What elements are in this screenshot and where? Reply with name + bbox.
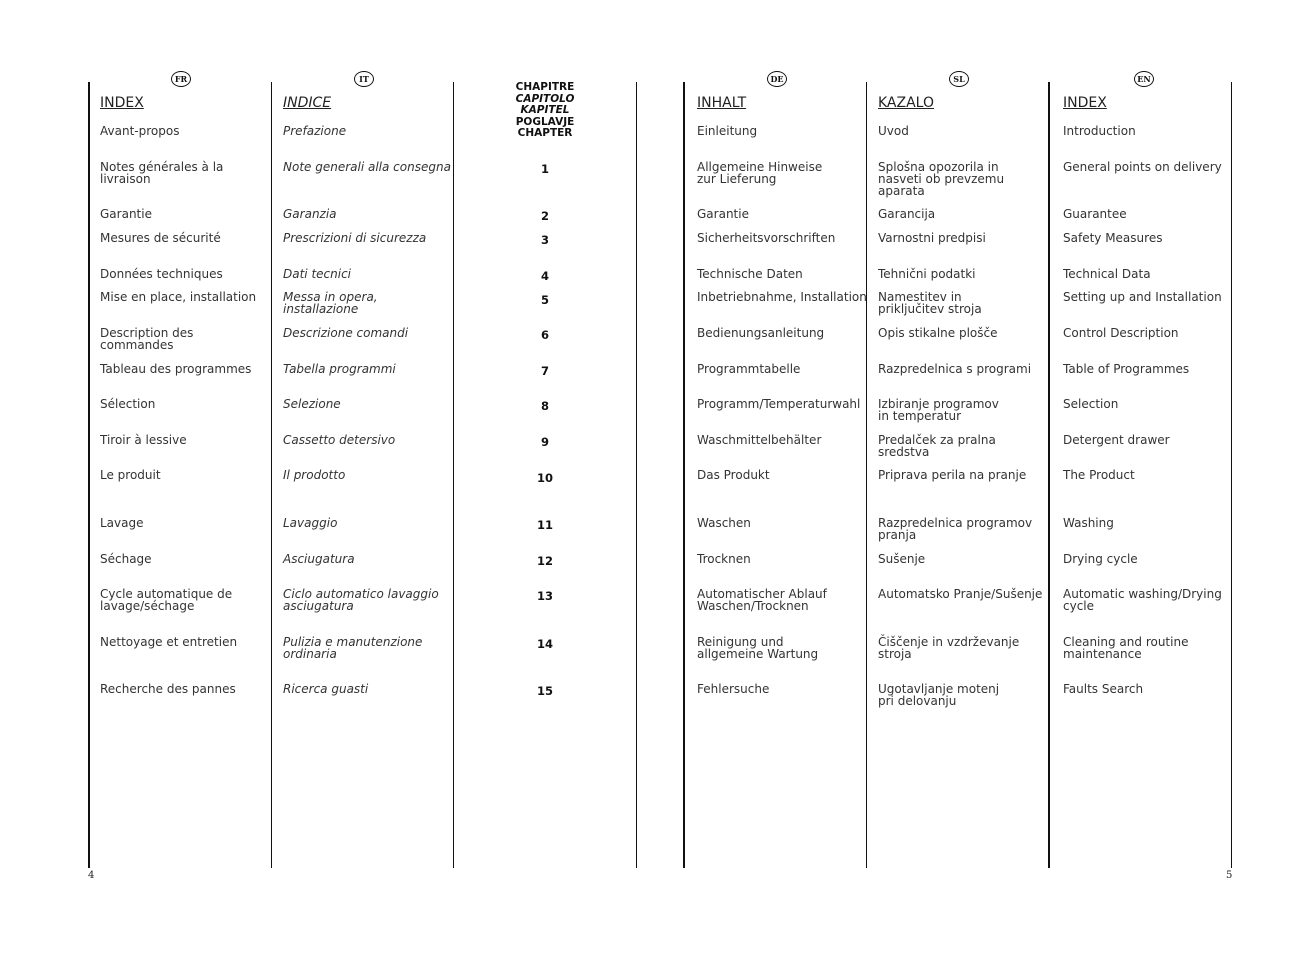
column-rule [1048,82,1050,868]
chapter-number: 12 [536,554,553,568]
chapter-label-fr: CHAPITRE [515,81,575,93]
index-entry: Garantie [697,207,749,221]
index-entry: Tableau des programmes [100,362,252,376]
index-entry: Lavage [100,516,144,530]
index-entry: Asciugatura [283,552,355,566]
index-entry: Control Description [1063,326,1179,340]
language-badge-sl: SL [949,71,969,87]
chapter-number: 10 [536,471,553,485]
index-entry: Fehlersuche [697,682,770,696]
index-entry: Splošna opozorila in nasveti ob prevzemu aparata [878,160,1005,198]
column-heading: INDEX [1063,95,1107,111]
index-entry: Garancija [878,207,936,221]
index-entry: Opis stikalne plošče [878,326,998,340]
index-entry: Cycle automatique de lavage/séchage [100,587,233,613]
index-entry: Izbiranje programov in temperatur [878,397,999,423]
index-entry: Bedienungsanleitung [697,326,825,340]
index-entry: Tiroir à lessive [100,433,187,447]
index-entry: Avant-propos [100,124,180,138]
index-entry: Introduction [1063,124,1136,138]
chapter-number: 3 [540,233,549,247]
language-badge-fr: FR [171,71,191,87]
index-entry: Description des commandes [100,326,194,352]
index-entry: Technische Daten [697,267,803,281]
chapter-number: 7 [540,364,549,378]
index-entry: Inbetriebnahme, Installation [697,290,867,304]
index-entry: Trocknen [697,552,751,566]
column-rule [88,82,90,868]
index-entry: Notes générales à la livraison [100,160,224,186]
index-entry: Descrizione comandi [283,326,409,340]
chapter-number: 2 [540,209,549,223]
language-badge-it: IT [354,71,374,87]
index-entry: Selezione [283,397,341,411]
index-entry: Mise en place, installation [100,290,257,304]
index-entry: Prescrizioni di sicurezza [283,231,427,245]
chapter-header [505,82,585,140]
index-entry: Drying cycle [1063,552,1138,566]
index-entry: Waschen [697,516,751,530]
index-entry: Séchage [100,552,152,566]
index-entry: Programmtabelle [697,362,801,376]
index-entry: Razpredelnica s programi [878,362,1032,376]
column-heading: INDICE [283,95,332,111]
index-entry: Detergent drawer [1063,433,1170,447]
column-rule [271,82,272,868]
chapter-number: 1 [540,162,549,176]
index-entry: Predalček za pralna sredstva [878,433,996,459]
chapter-number: 8 [540,399,549,413]
index-entry: Cassetto detersivo [283,433,396,447]
index-entry: Ugotavljanje motenj pri delovanju [878,682,1000,708]
index-entry: Lavaggio [283,516,338,530]
index-entry: Mesures de sécurité [100,231,221,245]
column-rule [453,82,454,868]
index-entry: Razpredelnica programov pranja [878,516,1033,542]
index-entry: Note generali alla consegna [283,160,451,174]
index-entry: Garanzia [283,207,337,221]
index-entry: Faults Search [1063,682,1144,696]
index-entry: Ricerca guasti [283,682,369,696]
chapter-number: 9 [540,435,549,449]
index-entry: Nettoyage et entretien [100,635,238,649]
column-heading: KAZALO [878,95,934,111]
chapter-number: 11 [536,518,553,532]
index-entry: Washing [1063,516,1114,530]
page-number-left: 4 [88,870,95,881]
chapter-number: 5 [540,293,549,307]
column-heading: INDEX [100,95,144,111]
index-entry: Tabella programmi [283,362,396,376]
language-badge-de: DE [767,71,787,87]
index-entry: Sicherheitsvorschriften [697,231,836,245]
index-entry: Guarantee [1063,207,1127,221]
index-entry: Garantie [100,207,152,221]
index-entry: Reinigung und allgemeine Wartung [697,635,819,661]
chapter-label-de: KAPITEL [520,104,570,116]
index-entry: Données techniques [100,267,223,281]
chapter-number: 6 [540,328,549,342]
index-entry: Selection [1063,397,1119,411]
index-entry: Čiščenje in vzdrževanje stroja [878,635,1020,661]
index-entry: Messa in opera, installazione [283,290,378,316]
index-entry: Programm/Temperaturwahl [697,397,861,411]
index-entry: Prefazione [283,124,347,138]
index-entry: Safety Measures [1063,231,1163,245]
index-entry: Setting up and Installation [1063,290,1222,304]
index-entry: Allgemeine Hinweise zur Lieferung [697,160,823,186]
chapter-label-en: CHAPTER [517,127,573,139]
index-entry: General points on delivery [1063,160,1222,174]
index-entry: Automatic washing/Drying cycle [1063,587,1222,613]
index-entry: Ciclo automatico lavaggio asciugatura [283,587,439,613]
chapter-label-it: CAPITOLO [515,92,575,105]
index-entry: Priprava perila na pranje [878,468,1027,482]
index-entry: Einleitung [697,124,758,138]
index-entry: Sušenje [878,552,926,566]
column-rule [683,82,685,868]
column-heading: INHALT [697,95,747,111]
index-entry: Varnostni predpisi [878,231,986,245]
chapter-number: 13 [536,589,553,603]
chapter-label-sl: POGLAVJE [515,115,575,128]
chapter-number: 14 [536,637,553,651]
column-rule [636,82,637,868]
index-entry: The Product [1063,468,1135,482]
index-entry: Technical Data [1063,267,1151,281]
index-entry: Uvod [878,124,909,138]
index-entry: Waschmittelbehälter [697,433,822,447]
chapter-number: 15 [536,684,553,698]
page-number-right: 5 [1226,870,1233,881]
index-entry: Recherche des pannes [100,682,236,696]
index-entry: Pulizia e manutenzione ordinaria [283,635,423,661]
index-entry: Tehnični podatki [878,267,976,281]
index-entry: Dati tecnici [283,267,352,281]
index-entry: Automatischer Ablauf Waschen/Trocknen [697,587,827,613]
language-badge-en: EN [1134,71,1154,87]
index-entry: Namestitev in priključitev stroja [878,290,982,316]
index-entry: Das Produkt [697,468,770,482]
index-entry: Automatsko Pranje/Sušenje [878,587,1043,601]
index-entry: Le produit [100,468,161,482]
index-entry: Il prodotto [283,468,346,482]
index-entry: Sélection [100,397,156,411]
index-entry: Table of Programmes [1063,362,1190,376]
chapter-number: 4 [540,269,549,283]
index-entry: Cleaning and routine maintenance [1063,635,1189,661]
